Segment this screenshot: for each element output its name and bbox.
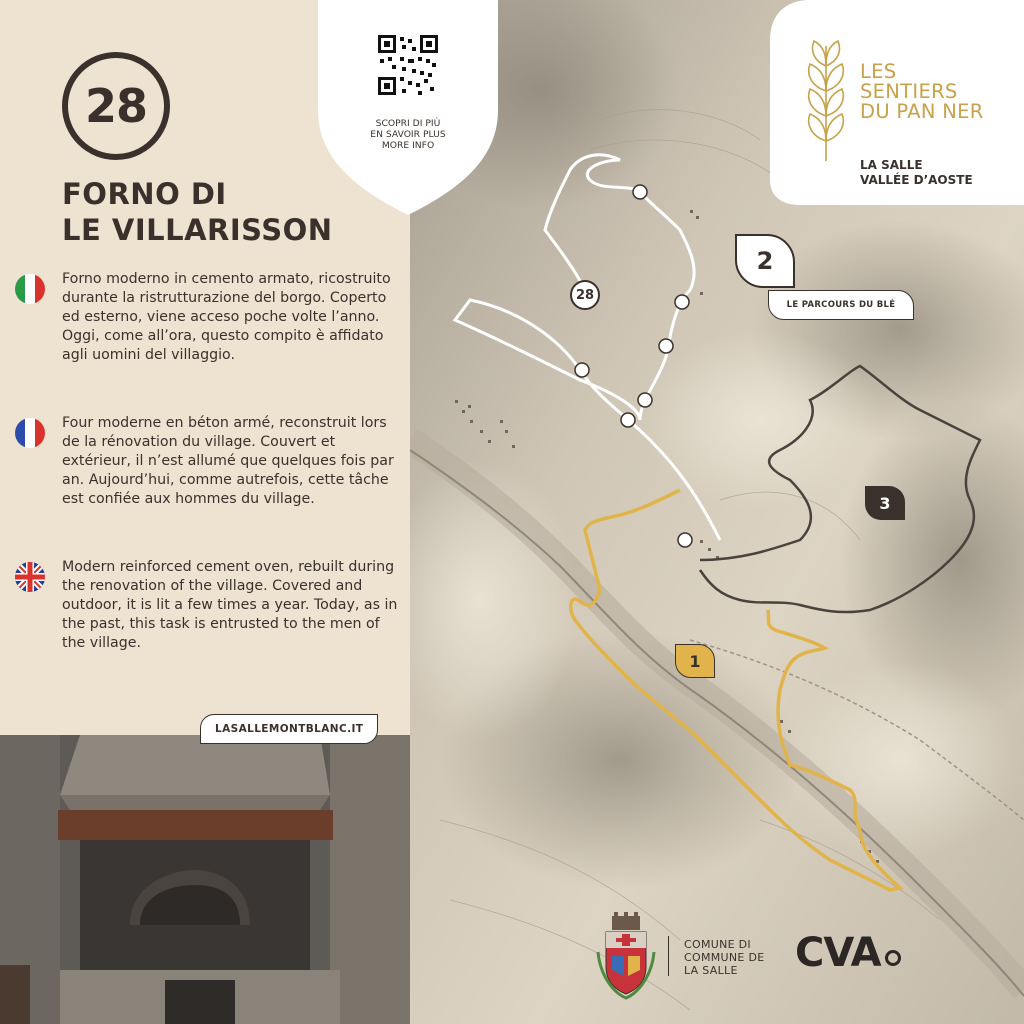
oven-photo (0, 735, 410, 1024)
route-2-label[interactable] (768, 290, 914, 320)
sign-number-circle (62, 52, 170, 160)
sponsor-dot-icon (885, 950, 901, 966)
coat-of-arms-icon (594, 912, 658, 1004)
qr-caption-fr: EN SAVOIR PLUS (370, 129, 446, 140)
current-stop-number: 28 (575, 287, 595, 303)
brand-title (860, 62, 984, 122)
website-link[interactable] (200, 714, 378, 744)
route-1-badge[interactable] (675, 644, 715, 678)
brand-line-2: SENTIERS (860, 80, 958, 103)
route-2-badge[interactable] (735, 234, 795, 288)
route-3-badge[interactable] (865, 486, 905, 520)
qr-caption-en: MORE INFO (381, 140, 435, 151)
comune-line-3: LA SALLE (684, 964, 738, 977)
comune-line-1: COMUNE DI (684, 938, 751, 951)
sign-number: 28 (84, 79, 147, 133)
qr-panel (318, 0, 498, 215)
brand-line-3: DU PAN NER (860, 100, 984, 123)
description-italian: Forno moderno in cemento armato, ricostruito durante la ristrutturazione del borgo. Coperto ed esterno, viene acceso poche volte l’anno. Oggi, come all’ora, questo compito è affidato agli uomini del villaggio. (62, 271, 391, 363)
french-flag-icon (15, 418, 45, 448)
uk-flag-icon (15, 562, 45, 592)
description-english: Modern reinforced cement oven, rebuilt during the renovation of the village. Covered and outdoor, it is lit a few times a year. Today, as in the past, this task is entrusted to the men of the village. (62, 559, 398, 651)
current-stop-marker[interactable] (570, 280, 600, 310)
route-3-number: 3 (879, 493, 891, 513)
title-line-2: LE VILLARISSON (62, 213, 333, 247)
route-2-label-text: LE PARCOURS DU BLÉ (786, 300, 896, 310)
brand-sub-2: VALLÉE D’AOSTE (860, 173, 973, 187)
description-french: Four moderne en béton armé, reconstruit lors de la rénovation du village. Couvert et extérieur, il n’est allumé que quelques fois par an. Aujourd’hui, comme autrefois, cette tâche est confiée aux hommes du village. (62, 415, 394, 507)
italian-flag-icon (15, 274, 45, 304)
qr-code[interactable] (378, 35, 438, 95)
footer-divider (668, 936, 669, 976)
brand-line-1: LES (860, 60, 897, 83)
route-1-number: 1 (689, 651, 701, 671)
brand-sub-1: LA SALLE (860, 158, 923, 172)
qr-caption-it: SCOPRI DI PIÙ (375, 118, 441, 129)
sponsor-logo (795, 930, 901, 976)
comune-text (684, 938, 764, 977)
title-line-1: FORNO DI (62, 177, 227, 211)
route-2-number: 2 (756, 247, 774, 275)
brand-location (860, 158, 973, 188)
page-title (62, 176, 333, 248)
wheat-logo-icon (796, 36, 856, 166)
website-text: LASALLEMONTBLANC.IT (215, 723, 364, 735)
sponsor-text: CVA (795, 930, 881, 976)
comune-line-2: COMMUNE DE (684, 951, 765, 964)
